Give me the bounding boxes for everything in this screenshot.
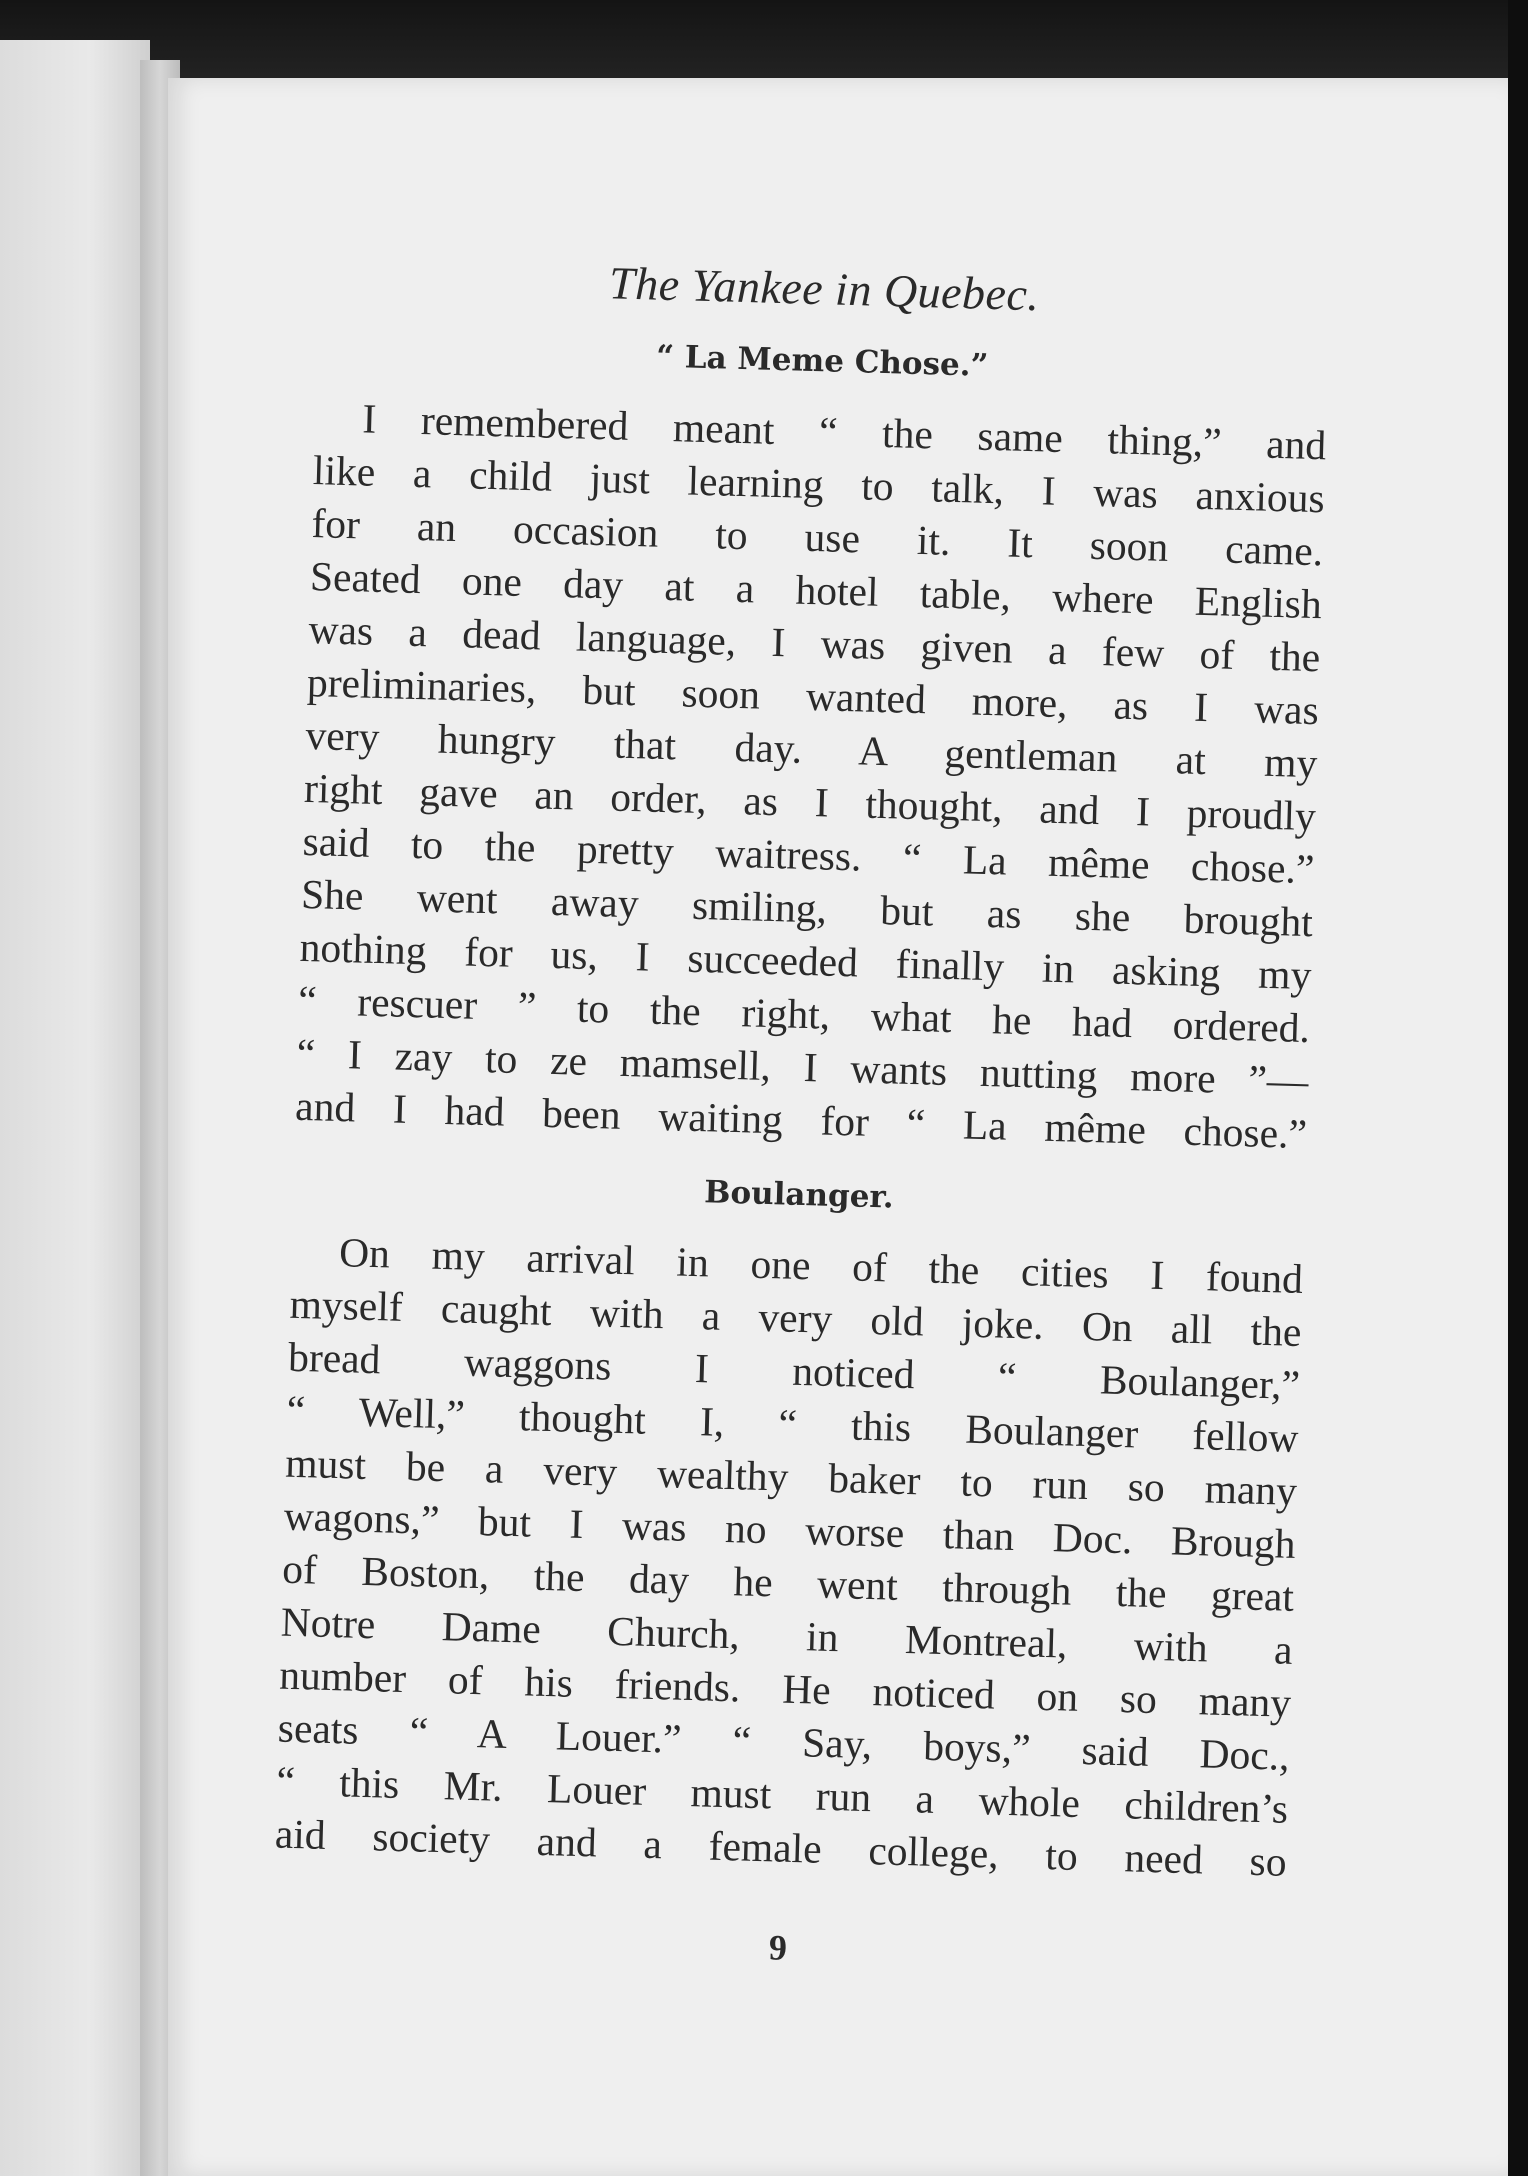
text-line: wagons,” but I was no worse than Doc. Brough (283, 1492, 1297, 1567)
section-title-la-meme-chose: “ La Meme Chose.” (655, 338, 989, 384)
text-line: “ this Mr. Louer must run a whole children’s (275, 1757, 1289, 1832)
text-line: Notre Dame Church, in Montreal, with a (280, 1598, 1294, 1673)
text-line: On my arrival in one of the cities I found (338, 1229, 1304, 1302)
text-line: myself caught with a very old joke. On all the (289, 1280, 1303, 1355)
page-number: 9 (768, 1927, 788, 1968)
text-line: bread waggons I noticed “ Boulanger,” (287, 1333, 1301, 1408)
paragraph-la-meme-chose (295, 391, 1327, 1161)
page-text-block (272, 248, 1331, 1983)
running-head: The Yankee in Quebec. (608, 257, 1041, 321)
text-line: “ Well,” thought I, “ this Boulanger fellow (286, 1386, 1300, 1461)
text-line: “ rescuer ” to the right, what he had ordered. (297, 976, 1311, 1052)
text-line: I remembered meant “ the same thing,” and (361, 395, 1327, 469)
text-line: was a dead language, I was given a few of the (307, 605, 1321, 681)
text-line: for an occasion to use it. It soon came. (310, 500, 1324, 575)
text-line: number of his friends. He noticed on so many (278, 1651, 1292, 1726)
text-line: Seated one day at a hotel table, where English (309, 553, 1323, 628)
text-line: nothing for us, I succeeded finally in asking my (299, 923, 1312, 999)
text-line: like a child just learning to talk, I was anxious (312, 447, 1326, 522)
paragraph-boulanger (274, 1225, 1303, 1889)
text-line: aid society and a female college, to need so (274, 1810, 1288, 1885)
backdrop-right (1508, 0, 1528, 2176)
text-line: of Boston, the day he went through the great (281, 1545, 1295, 1620)
text-line: said to the pretty waitress. “ La même chose.” (302, 817, 1315, 893)
text-line: seats “ A Louer.” “ Say, boys,” said Doc., (277, 1704, 1291, 1779)
text-line: She went away smiling, but as she brought (300, 870, 1314, 946)
text-line: right gave an order, as I thought, and I proudly (303, 764, 1317, 840)
text-line: very hungry that day. A gentleman at my (305, 711, 1318, 787)
section-title-boulanger: Boulanger. (703, 1174, 895, 1216)
facing-page-edge (0, 40, 150, 2176)
text-line: “ I zay to ze mamsell, I wants nutting more ”— (296, 1029, 1310, 1105)
text-line: preliminaries, but soon wanted more, as I was (306, 658, 1320, 734)
text-line: must be a very wealthy baker to run so many (284, 1439, 1298, 1514)
text-line: and I had been waiting for “ La même chose.” (294, 1082, 1308, 1158)
